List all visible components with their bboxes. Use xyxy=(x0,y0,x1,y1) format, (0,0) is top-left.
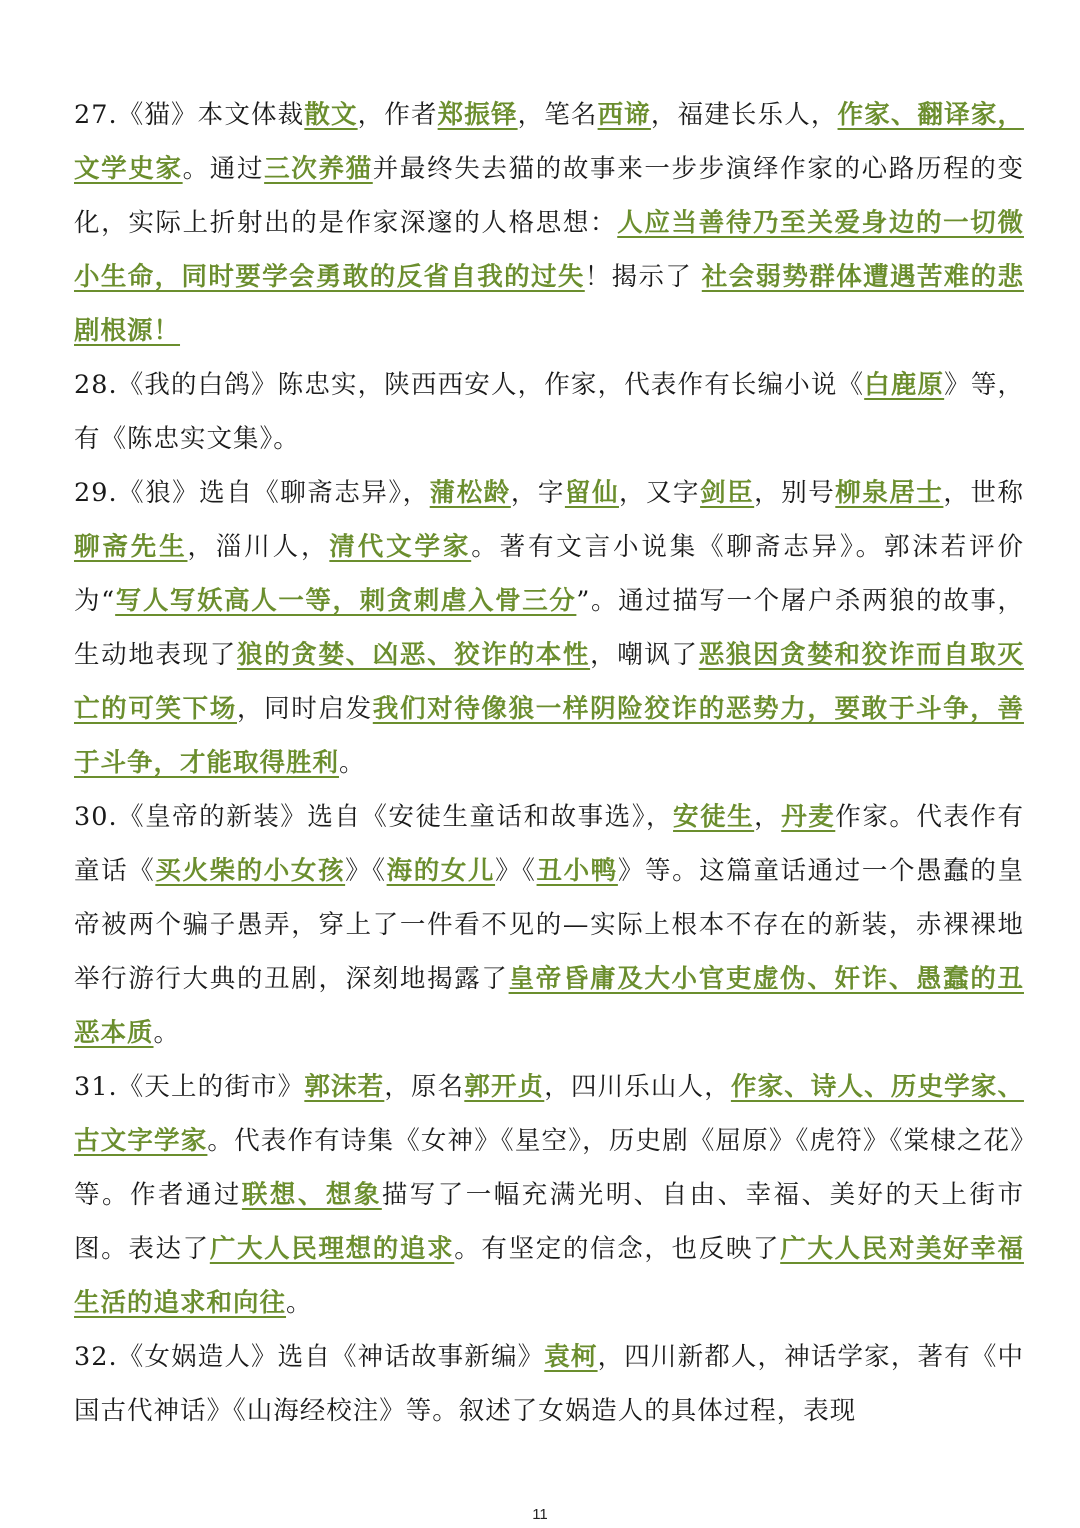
body-text: 30.《皇帝的新装》选自《安徒生童话和故事选》， xyxy=(74,802,674,832)
highlighted-term: 安徒生 xyxy=(673,802,755,832)
highlighted-term: 海的女儿 xyxy=(386,856,496,886)
body-text: ！揭示了 xyxy=(584,262,702,292)
body-text: 。代表作有诗集《女神》《星空》，历史剧《屈原》《虎符》《棠棣之花》等。作者通过 xyxy=(74,1126,1024,1210)
highlighted-term: 三次养猫 xyxy=(264,154,373,184)
highlighted-term: 散文 xyxy=(304,100,358,130)
highlighted-term: 白鹿原 xyxy=(864,370,945,400)
body-text: ，笔名 xyxy=(517,100,598,130)
body-text: ，字 xyxy=(510,478,565,508)
body-text: ，世称 xyxy=(943,478,1024,508)
body-text: 。有坚定的信念，也反映了 xyxy=(454,1234,781,1264)
page-number: 11 xyxy=(532,1506,548,1523)
highlighted-term: 郭开贞 xyxy=(464,1072,545,1102)
highlighted-term: 丑小鸭 xyxy=(536,856,618,886)
body-text: 。 xyxy=(153,1018,181,1048)
body-text: ，原名 xyxy=(384,1072,465,1102)
body-text: ，嘲讽了 xyxy=(590,640,699,670)
highlighted-term: 柳泉居士 xyxy=(835,478,944,508)
body-text: 》等。这篇童话通过一个愚蠢的皇帝被两个骗子愚弄，穿上了一件看不见的—实际上根本不存在的新装，赤裸裸地举行游行大典的丑剧，深刻地揭露了 xyxy=(74,856,1024,994)
highlighted-term: 郭沫若 xyxy=(304,1072,385,1102)
body-text: 27.《猫》本文体裁 xyxy=(74,100,305,130)
body-text: 》《 xyxy=(495,856,537,886)
body-text: ，同时启发 xyxy=(236,694,373,724)
paragraph-27 xyxy=(74,88,1024,358)
body-text: 。 xyxy=(339,748,366,778)
body-text: 》等，有《陈忠实文集》。 xyxy=(74,370,1024,454)
body-text: 32.《女娲造人》选自《神话故事新编》 xyxy=(74,1342,545,1372)
highlighted-term: 作家、翻译家，文学史家 xyxy=(74,100,1024,184)
body-text: 29.《狼》选自《聊斋志异》， xyxy=(74,478,430,508)
highlighted-term: 人应当善待乃至关爱身边的一切微小生命，同时要学会勇敢的反省自我的过失 xyxy=(74,208,1024,292)
highlighted-term: 皇帝昏庸及大小官吏虚伪、奸诈、愚蠢的丑恶本质 xyxy=(74,964,1024,1048)
body-text: ，作者 xyxy=(357,100,438,130)
paragraph-31 xyxy=(74,1060,1024,1330)
highlighted-term: 广大人民理想的追求 xyxy=(209,1234,455,1264)
highlighted-term: 郑振铎 xyxy=(437,100,518,130)
body-text: 并最终失去猫的故事来一步步演绎作家的心路历程的变化，实际上折射出的是作家深邃的人格思想： xyxy=(74,154,1024,238)
highlighted-term: 剑臣 xyxy=(700,478,755,508)
highlighted-term: 广大人民对美好幸福生活的追求和向往 xyxy=(74,1234,1024,1318)
highlighted-term: 西谛 xyxy=(597,100,651,130)
body-text: 31.《天上的街市》 xyxy=(74,1072,305,1102)
paragraph-29 xyxy=(74,466,1024,790)
body-text: 描写了一幅充满光明、自由、幸福、美好的天上街市图。表达了 xyxy=(74,1180,1024,1264)
body-text: ，又字 xyxy=(618,478,701,508)
body-text: 》《 xyxy=(345,856,387,886)
body-text: 。通过 xyxy=(182,154,265,184)
highlighted-term: 袁柯 xyxy=(544,1342,598,1372)
paragraph-32 xyxy=(74,1330,1024,1438)
highlighted-term: 买火柴的小女孩 xyxy=(155,856,346,886)
body-text: 作家。代表作有童话《 xyxy=(74,802,1024,886)
highlighted-term: 蒲松龄 xyxy=(429,478,511,508)
paragraph-30 xyxy=(74,790,1024,1060)
body-text: 。著有文言小说集《聊斋志异》。郭沫若评价为“ xyxy=(74,532,1024,616)
body-text: ，四川新都人，神话学家，著有《中国古代神话》《山海经校注》等。叙述了女娲造人的具体过程，表现 xyxy=(74,1342,1024,1426)
highlighted-term: 作家、诗人、历史学家、古文字学家 xyxy=(74,1072,1024,1156)
body-text: ，福建长乐人， xyxy=(650,100,838,130)
highlighted-term: 聊斋先生 xyxy=(74,532,188,562)
highlighted-term: 恶狼因贪婪和狡诈而自取灭亡的可笑下场 xyxy=(74,640,1024,724)
highlighted-term: 社会弱势群体遭遇苦难的悲剧根源！ xyxy=(74,262,1024,346)
body-text: ，四川乐山人， xyxy=(544,1072,731,1102)
highlighted-term: 联想、想象 xyxy=(241,1180,382,1210)
body-text: 28.《我的白鸽》陈忠实，陕西西安人，作家，代表作有长编小说《 xyxy=(74,370,865,400)
highlighted-term: 留仙 xyxy=(564,478,619,508)
body-text: ，淄川人， xyxy=(187,532,330,562)
highlighted-term: 我们对待像狼一样阴险狡诈的恶势力，要敢于斗争，善于斗争，才能取得胜利 xyxy=(74,694,1024,778)
document-body xyxy=(74,88,1024,1438)
paragraph-28 xyxy=(74,358,1024,466)
highlighted-term: 写人写妖高人一等，刺贪刺虐入骨三分 xyxy=(115,586,577,616)
body-text: ”。通过描写一个屠户杀两狼的故事，生动地表现了 xyxy=(74,586,1024,670)
highlighted-term: 丹麦 xyxy=(781,802,836,832)
body-text: 。 xyxy=(286,1288,313,1318)
body-text: ， xyxy=(754,802,782,832)
highlighted-term: 清代文学家 xyxy=(329,532,472,562)
highlighted-term: 狼的贪婪、凶恶、狡诈的本性 xyxy=(236,640,591,670)
body-text: ，别号 xyxy=(754,478,836,508)
